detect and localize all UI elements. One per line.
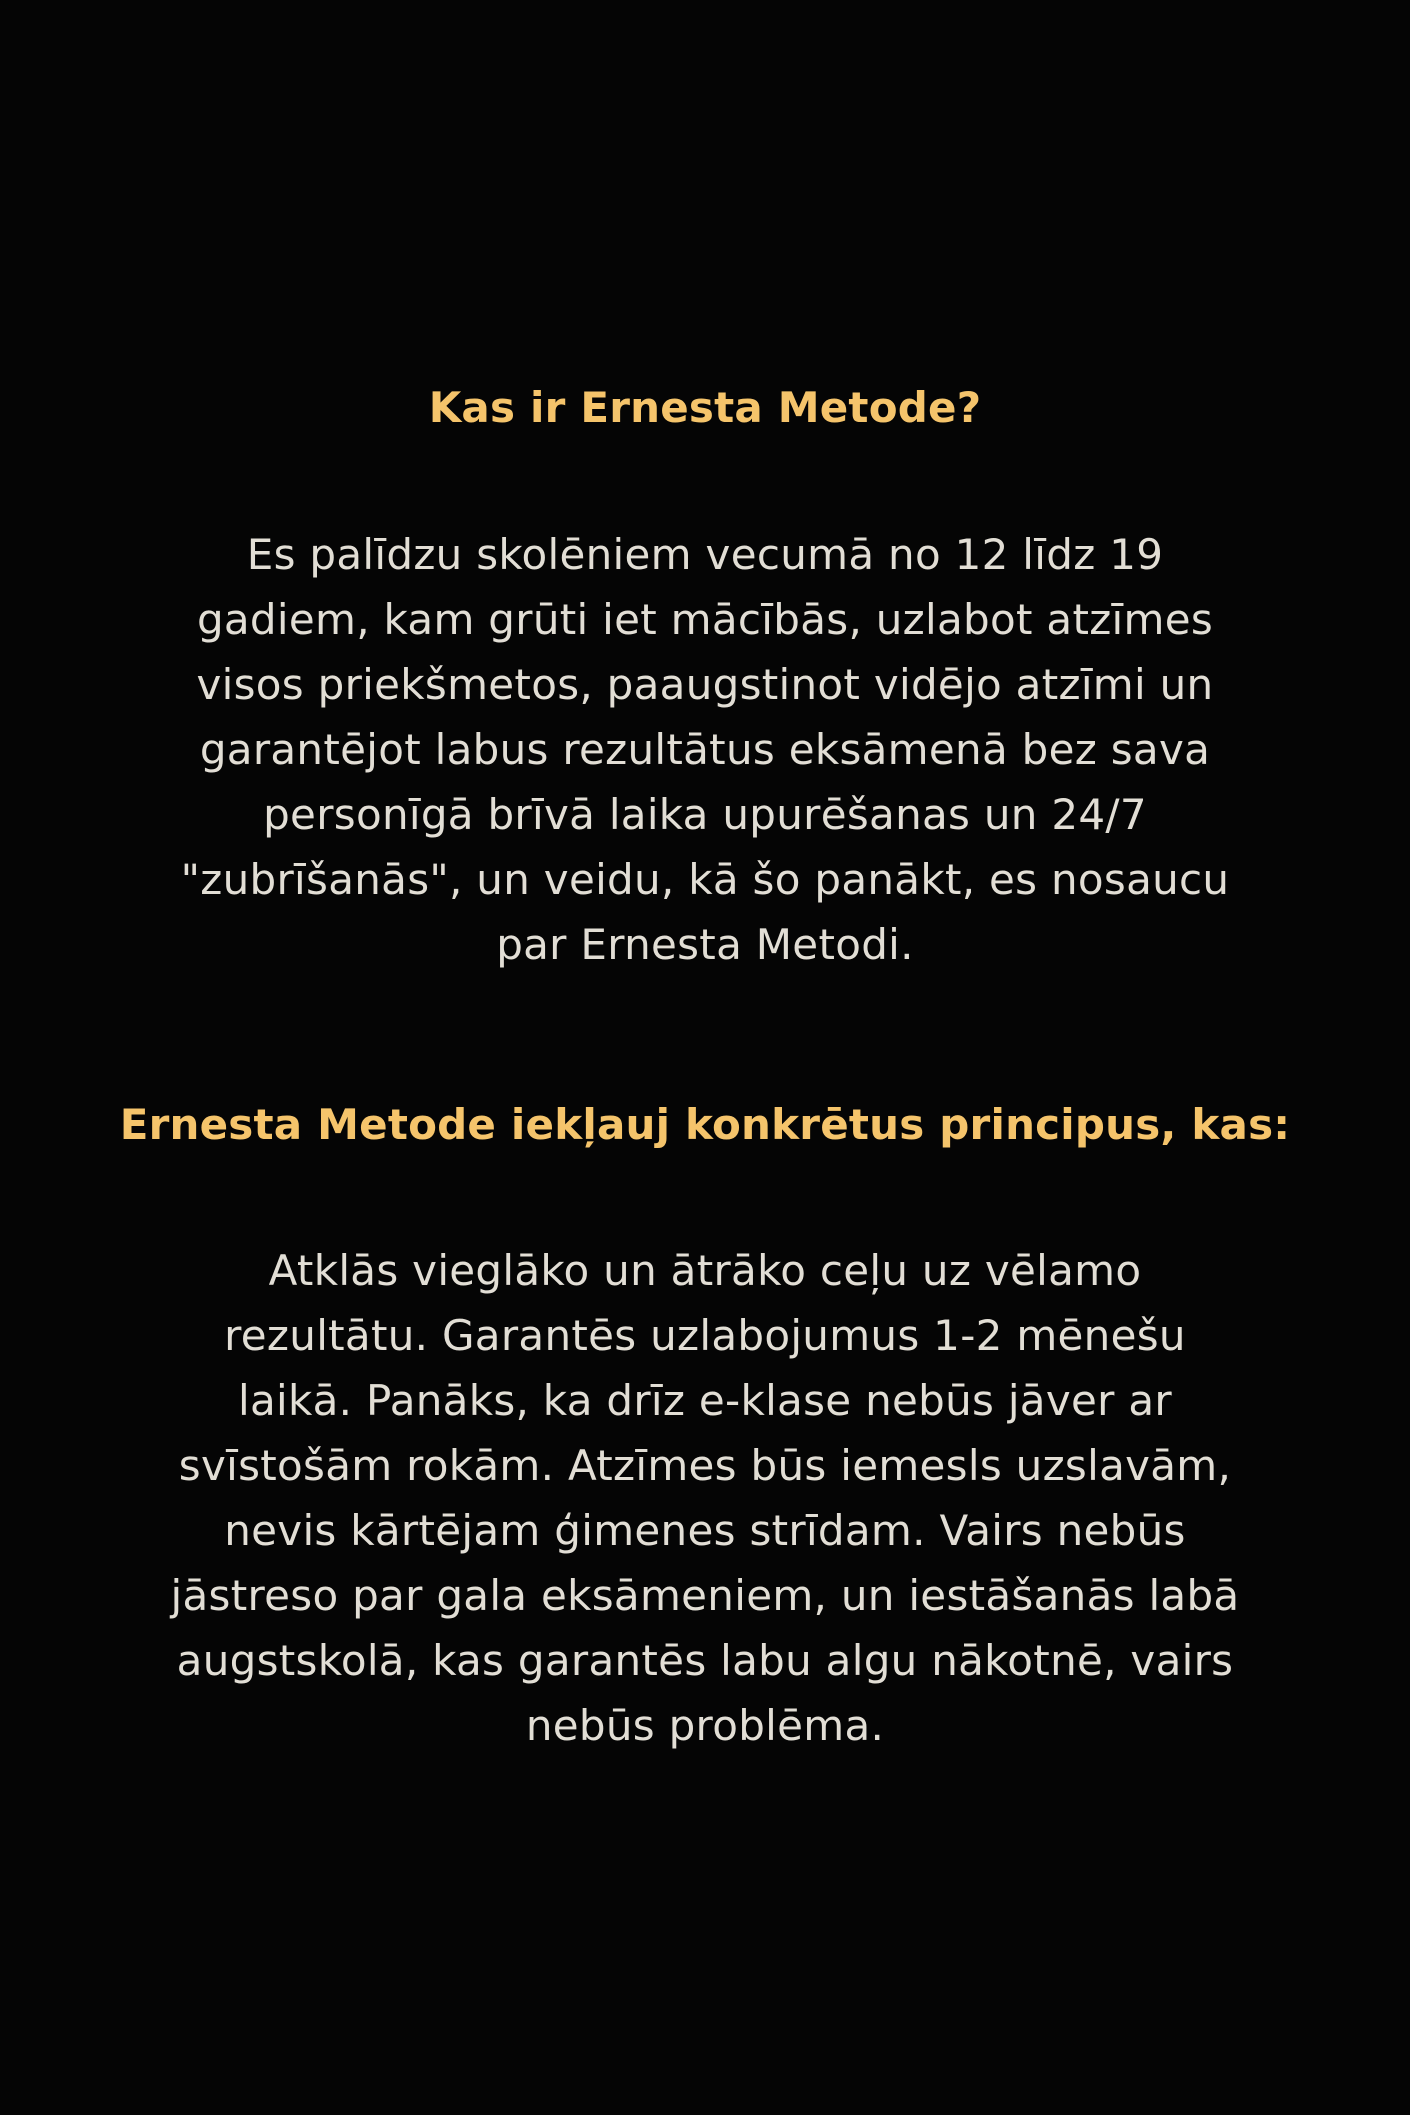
section-heading: Ernesta Metode iekļauj konkrētus principus, kas: bbox=[119, 1100, 1291, 1149]
body-text-line: personīgā brīvā laika upurēšanas un 24/7 bbox=[263, 790, 1147, 839]
body-text-line: rezultātu. Garantēs uzlabojumus 1-2 mēnešu bbox=[224, 1311, 1186, 1360]
section-principles bbox=[0, 1097, 1410, 1758]
body-text-line: "zubrīšanās", un veidu, kā šo panākt, es nosaucu bbox=[180, 855, 1230, 904]
body-text-line: jāstreso par gala eksāmeniem, un iestāšanās labā bbox=[170, 1571, 1240, 1620]
body-text-line: nebūs problēma. bbox=[525, 1701, 885, 1750]
section-what-is-method bbox=[0, 380, 1410, 977]
body-text-line: laikā. Panāks, ka drīz e-klase nebūs jāver ar bbox=[238, 1376, 1172, 1425]
body-text-line: Es palīdzu skolēniem vecumā no 12 līdz 19 bbox=[246, 530, 1164, 579]
body-text-line: Atklās vieglāko un ātrāko ceļu uz vēlamo bbox=[268, 1246, 1142, 1295]
body-text-line: garantējot labus rezultātus eksāmenā bez sava bbox=[199, 725, 1211, 774]
body-text-line: nevis kārtējam ģimenes strīdam. Vairs nebūs bbox=[224, 1506, 1186, 1555]
section-body bbox=[0, 1238, 1410, 1758]
body-text-line: gadiem, kam grūti iet mācībās, uzlabot atzīmes bbox=[196, 595, 1214, 644]
section-heading: Kas ir Ernesta Metode? bbox=[428, 383, 982, 432]
body-text-line: visos priekšmetos, paaugstinot vidējo atzīmi un bbox=[196, 660, 1214, 709]
section-body bbox=[0, 522, 1410, 977]
body-text-line: svīstošām rokām. Atzīmes būs iemesls uzslavām, bbox=[178, 1441, 1232, 1490]
body-text-line: augstskolā, kas garantēs labu algu nākotnē, vairs bbox=[176, 1636, 1234, 1685]
body-text-line: par Ernesta Metodi. bbox=[496, 920, 914, 969]
